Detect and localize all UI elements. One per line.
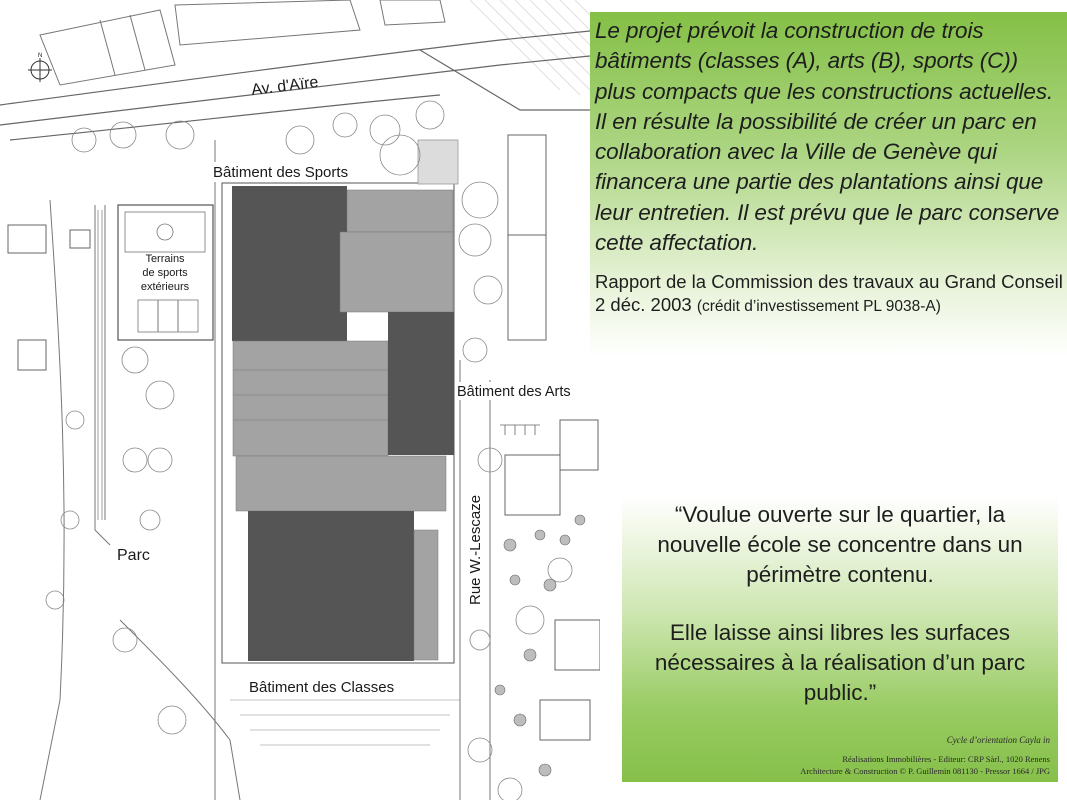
sports-fields-label-3: extérieurs [140, 281, 190, 293]
attribution-lines [800, 753, 1050, 777]
architect-quote-paragraph-2: Elle laisse ainsi libres les surfaces nécessaires à la réalisation d’un parc public.” [654, 619, 1026, 706]
report-reference [595, 270, 1063, 318]
classes-building [248, 511, 438, 661]
sports-fields-label-2: de sports [142, 267, 188, 279]
report-credit: (crédit d’investissement PL 9038-A) [696, 298, 941, 316]
right-tall-building [508, 135, 546, 340]
sports-building-label: Bâtiment des Sports [213, 164, 349, 181]
park-label: Parc [117, 547, 150, 564]
classes-building-label: Bâtiment des Classes [249, 679, 395, 696]
arts-building-label: Bâtiment des Arts [457, 384, 571, 400]
architect-quote-box [622, 496, 1058, 782]
sports-fields-label-1: Terrains [145, 253, 185, 265]
avenue-label: Av. d'Aïre [250, 73, 320, 99]
architect-quote-paragraph-1: “Voulue ouverte sur le quartier, la nouvelle école se concentre dans un périmètre contenu. [657, 502, 1023, 588]
attribution-title: Cycle d’orientation Cayla in [946, 735, 1050, 745]
project-quote-text: Le projet prévoit la construction de trois bâtiments (classes (A), arts (B), sports (C)) plus compacts que les constructions actuelles. Il en résulte la possibilité de créer un parc en collaboration avec la Ville de Genève qui financera une partie des plantations ainsi que leur entretien. Il est prévu que le parc conserve cette affectation. [595, 18, 1060, 256]
attribution-line-2: Architecture & Construction © P. Guillemin 081130 - Pressor 1664 / JPG [800, 766, 1050, 776]
north-label: N [38, 53, 43, 59]
attribution-line-1: Réalisations Immobilières - Editeur: CRP Sàrl., 1020 Renens [842, 754, 1050, 764]
report-source: Rapport de la Commission des travaux au Grand Conseil 2 déc. 2003 [595, 271, 1063, 316]
architect-quote [630, 496, 1050, 708]
project-quote-box [590, 12, 1067, 357]
street-label: Rue W.-Lescaze [467, 494, 484, 605]
